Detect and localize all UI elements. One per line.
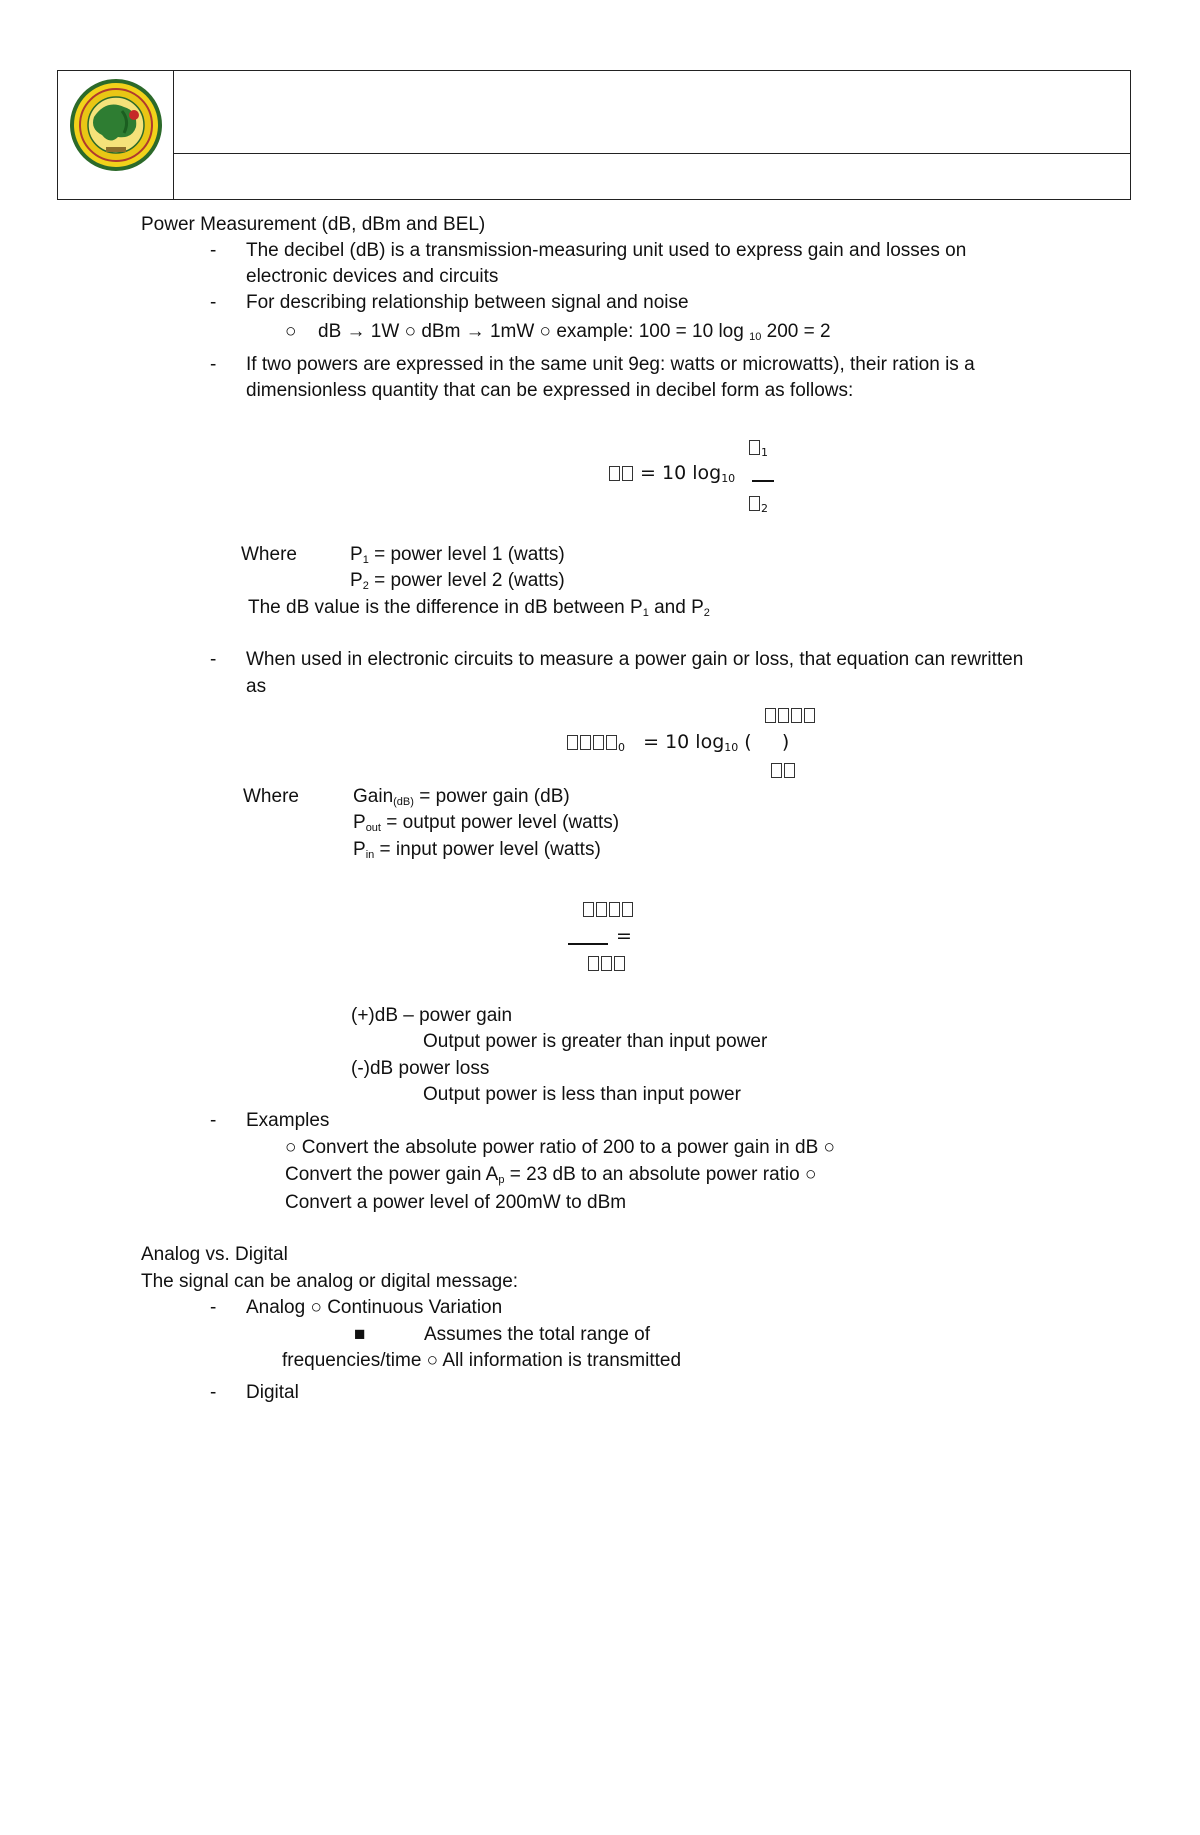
logo-cell [58, 71, 174, 199]
bullet-analog: Analog ○ Continuous Variation [246, 1297, 503, 1318]
sub-bullet-dbm: dB → 1W ○ dBm → 1mW ○ example: 100 = 10 log $_{10}$ 200 = 2 [318, 321, 831, 343]
db-difference-note: The dB value is the difference in dB between $P_1$ and $P_2$ [248, 597, 710, 619]
p1-definition: $P_1$ = power level 1 (watts) [350, 544, 565, 566]
example-2: Convert the power gain $A_p = 23$ dB to an absolute power ratio ○ [285, 1164, 817, 1186]
pout-definition: $P_{out}$ = output power level (watts) [353, 812, 620, 834]
bullet-dash: - [210, 354, 217, 375]
bullet-decibel: The decibel (dB) is a transmission-measuring unit used to express gain and losses on [246, 240, 967, 261]
bullet-two-powers: If two powers are expressed in the same unit 9eg: watts or microwatts), their ration is a [246, 354, 975, 375]
example-3: Convert a power level of 200mW to dBm [285, 1192, 627, 1213]
bullet-decibel-cont: electronic devices and circuits [246, 266, 499, 287]
bullet-dash: - [210, 1297, 217, 1318]
section-title-power-measurement: Power Measurement (dB, dBm and BEL) [141, 214, 486, 235]
bullet-signal-noise: For describing relationship between signal and noise [246, 292, 689, 313]
bullet-electronic-circuits: When used in electronic circuits to measure a power gain or loss, that equation can rewritten [246, 649, 1024, 670]
p2-definition: $P_2$ = power level 2 (watts) [350, 570, 565, 592]
bullet-dash: - [210, 240, 217, 261]
document-page: Power Measurement (dB, dBm and BEL) - The decibel (dB) is a transmission-measuring unit used to express gain and losses on electronic devices and circuits - For describing relationship between signal and noise ○ dB → 1W ○ dBm → 1mW ○ example: 100 = 10 log $_{10}$ 200 = 2 - If two powers are expressed in the same unit 9eg: watts or microwatts), their ration is a dimensionless quantity that can be expressed in decibel form as follows: $_1$ = 10 $\log_{10}$ $_2$ Where $P_1$ = power level 1 (watts) $P_2$ = power level 2 (watts) The dB value is the difference in dB between $P_1$ and $P_2$ - When used in electronic circuits to measure a power gain or loss, that equation can rewritten as $_0$ = 10 $\log_{10}$ ( ) Where Gain$_{(dB)}$ = power gain (dB) $P_{out}$ = output power level (watts) $P_{in}$ = input power level (watts) = (+)dB – power gain Output power is greater than input power (-)dB power loss Output power is less than input power - Examples ○ Convert the absolute power ratio of 200 to a power gain in dB ○ Convert the power gain $A_p = 23$ dB to an absolute power ratio ○ Convert a power level of 200mW to dBm Analog vs. Digital The signal can be analog or digital message: - Analog ○ Continuous Variation ■ Assumes the total range of frequencies/time ○ All information is transmitted - Digital [0, 0, 1200, 1835]
example-1: ○ Convert the absolute power ratio of 200 to a power gain in dB ○ [285, 1137, 835, 1158]
header-table [57, 70, 1131, 200]
signal-intro: The signal can be analog or digital message: [141, 1271, 519, 1292]
bullet-dash: - [210, 1382, 217, 1403]
bullet-electronic-circuits-cont: as [246, 676, 267, 697]
where-label-1: Where [241, 544, 297, 565]
sub-bullet-circle: ○ [285, 321, 297, 342]
pin-definition: $P_{in}$ = input power level (watts) [353, 839, 601, 861]
bullet-examples: Examples [246, 1110, 330, 1131]
plus-db-label: (+)dB – power gain [351, 1005, 513, 1026]
bullet-dash: - [210, 292, 217, 313]
square-bullet: ■ [354, 1324, 366, 1345]
analog-frequencies: frequencies/time ○ All information is transmitted [282, 1350, 682, 1371]
where-label-2: Where [243, 786, 299, 807]
bullet-dash: - [210, 1110, 217, 1131]
section-title-analog-digital: Analog vs. Digital [141, 1244, 288, 1265]
minus-db-description: Output power is less than input power [423, 1084, 741, 1105]
gain-definition: Gain$_{(dB)}$ = power gain (dB) [353, 786, 570, 808]
university-seal-icon [66, 77, 166, 173]
plus-db-description: Output power is greater than input power [423, 1031, 768, 1052]
bullet-dash: - [210, 649, 217, 670]
minus-db-label: (-)dB power loss [351, 1058, 490, 1079]
analog-assumes: Assumes the total range of [424, 1324, 651, 1345]
bullet-two-powers-cont: dimensionless quantity that can be expressed in decibel form as follows: [246, 380, 854, 401]
header-row-divider [174, 153, 1130, 154]
bullet-digital: Digital [246, 1382, 299, 1403]
